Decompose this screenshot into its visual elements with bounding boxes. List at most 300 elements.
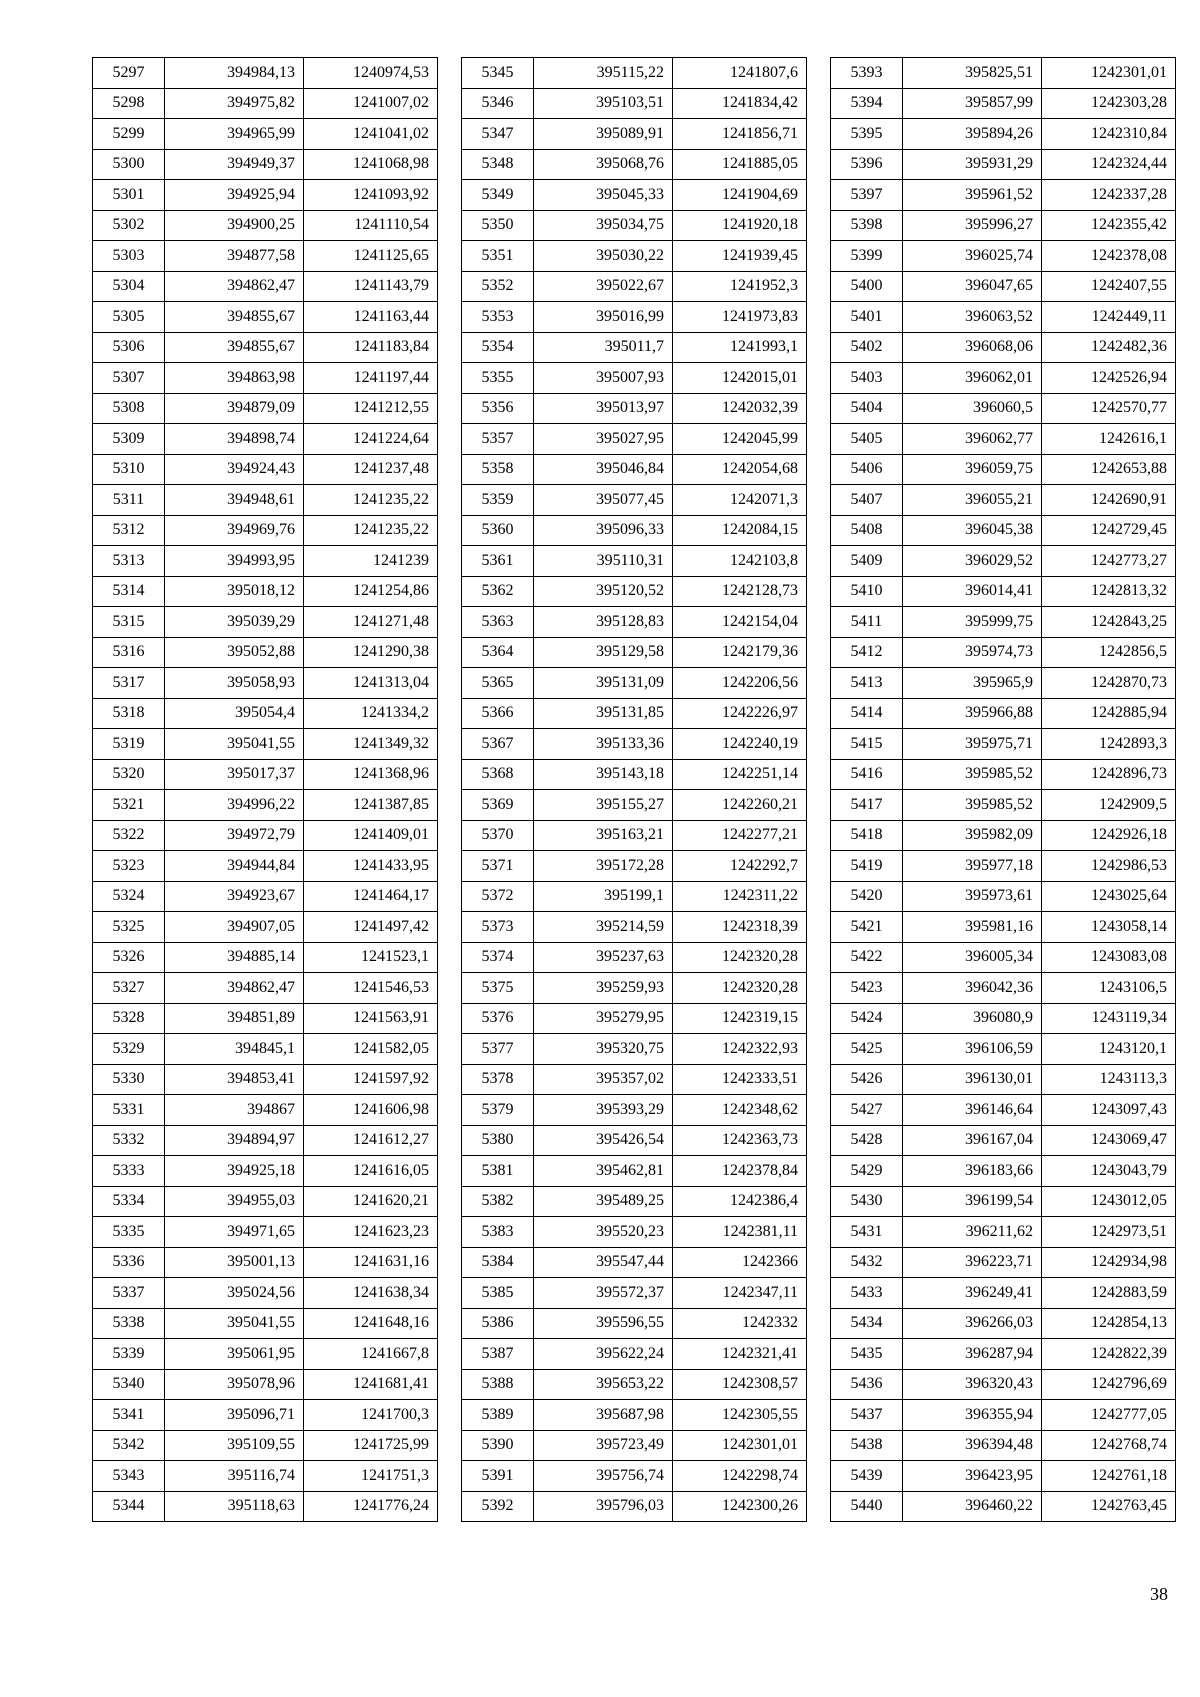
table-row <box>831 515 1176 546</box>
point-number-cell: 5370 <box>462 820 534 851</box>
point-number-cell: 5334 <box>93 1186 165 1217</box>
y-coordinate-cell: 1241939,45 <box>673 241 807 272</box>
y-coordinate-cell: 1242822,39 <box>1042 1339 1176 1370</box>
y-coordinate-cell: 1241993,1 <box>673 332 807 363</box>
y-coordinate-cell: 1242305,55 <box>673 1400 807 1431</box>
y-coordinate-cell: 1242128,73 <box>673 576 807 607</box>
table-row <box>93 546 438 577</box>
point-number-cell: 5398 <box>831 210 903 241</box>
x-coordinate-cell: 396266,03 <box>903 1308 1042 1339</box>
table-row <box>93 1430 438 1461</box>
point-number-cell: 5415 <box>831 729 903 760</box>
x-coordinate-cell: 395393,29 <box>534 1095 673 1126</box>
point-number-cell: 5337 <box>93 1278 165 1309</box>
y-coordinate-cell: 1242407,55 <box>1042 271 1176 302</box>
y-coordinate-cell: 1242378,84 <box>673 1156 807 1187</box>
point-number-cell: 5371 <box>462 851 534 882</box>
x-coordinate-cell: 395974,73 <box>903 637 1042 668</box>
x-coordinate-cell: 395131,09 <box>534 668 673 699</box>
table-row <box>93 1461 438 1492</box>
y-coordinate-cell: 1242154,04 <box>673 607 807 638</box>
y-coordinate-cell: 1242032,39 <box>673 393 807 424</box>
point-number-cell: 5379 <box>462 1095 534 1126</box>
point-number-cell: 5376 <box>462 1003 534 1034</box>
x-coordinate-cell: 395116,74 <box>165 1461 304 1492</box>
table-row <box>462 729 807 760</box>
table-row <box>93 698 438 729</box>
x-coordinate-cell: 395857,99 <box>903 88 1042 119</box>
table-row <box>93 1156 438 1187</box>
table-row <box>831 393 1176 424</box>
y-coordinate-cell: 1243119,34 <box>1042 1003 1176 1034</box>
x-coordinate-cell: 394863,98 <box>165 363 304 394</box>
y-coordinate-cell: 1241163,44 <box>304 302 438 333</box>
y-coordinate-cell: 1242300,26 <box>673 1491 807 1522</box>
table-row <box>93 515 438 546</box>
table-row <box>462 1308 807 1339</box>
y-coordinate-cell: 1242260,21 <box>673 790 807 821</box>
x-coordinate-cell: 395965,9 <box>903 668 1042 699</box>
y-coordinate-cell: 1241409,01 <box>304 820 438 851</box>
x-coordinate-cell: 394996,22 <box>165 790 304 821</box>
table-row <box>93 302 438 333</box>
x-coordinate-cell: 395961,52 <box>903 180 1042 211</box>
table-row <box>462 790 807 821</box>
x-coordinate-cell: 395796,03 <box>534 1491 673 1522</box>
y-coordinate-cell: 1242179,36 <box>673 637 807 668</box>
table-row <box>462 271 807 302</box>
point-number-cell: 5431 <box>831 1217 903 1248</box>
point-number-cell: 5419 <box>831 851 903 882</box>
y-coordinate-cell: 1241183,84 <box>304 332 438 363</box>
table-row <box>93 942 438 973</box>
x-coordinate-cell: 396025,74 <box>903 241 1042 272</box>
point-number-cell: 5368 <box>462 759 534 790</box>
y-coordinate-cell: 1241620,21 <box>304 1186 438 1217</box>
point-number-cell: 5297 <box>93 58 165 89</box>
y-coordinate-cell: 1242870,73 <box>1042 668 1176 699</box>
point-number-cell: 5303 <box>93 241 165 272</box>
y-coordinate-cell: 1241387,85 <box>304 790 438 821</box>
point-number-cell: 5428 <box>831 1125 903 1156</box>
x-coordinate-cell: 395115,22 <box>534 58 673 89</box>
x-coordinate-cell: 394972,79 <box>165 820 304 851</box>
x-coordinate-cell: 394894,97 <box>165 1125 304 1156</box>
point-number-cell: 5350 <box>462 210 534 241</box>
point-number-cell: 5427 <box>831 1095 903 1126</box>
table-row <box>831 851 1176 882</box>
point-number-cell: 5306 <box>93 332 165 363</box>
table-row <box>93 1400 438 1431</box>
point-number-cell: 5420 <box>831 881 903 912</box>
table-row <box>93 332 438 363</box>
x-coordinate-cell: 395118,63 <box>165 1491 304 1522</box>
y-coordinate-cell: 1242318,39 <box>673 912 807 943</box>
coordinate-table-3 <box>830 57 1176 1522</box>
table-row <box>831 271 1176 302</box>
x-coordinate-cell: 395068,76 <box>534 149 673 180</box>
table-row <box>93 1064 438 1095</box>
y-coordinate-cell: 1241464,17 <box>304 881 438 912</box>
point-number-cell: 5372 <box>462 881 534 912</box>
y-coordinate-cell: 1242909,5 <box>1042 790 1176 821</box>
table-row <box>831 607 1176 638</box>
y-coordinate-cell: 1242332 <box>673 1308 807 1339</box>
table-row <box>93 1491 438 1522</box>
y-coordinate-cell: 1242653,88 <box>1042 454 1176 485</box>
table-row <box>462 1400 807 1431</box>
x-coordinate-cell: 395687,98 <box>534 1400 673 1431</box>
point-number-cell: 5386 <box>462 1308 534 1339</box>
table-row <box>462 1064 807 1095</box>
point-number-cell: 5323 <box>93 851 165 882</box>
table-row <box>462 1278 807 1309</box>
table-row <box>462 210 807 241</box>
x-coordinate-cell: 396223,71 <box>903 1247 1042 1278</box>
y-coordinate-cell: 1241290,38 <box>304 637 438 668</box>
x-coordinate-cell: 395320,75 <box>534 1034 673 1065</box>
x-coordinate-cell: 395001,13 <box>165 1247 304 1278</box>
y-coordinate-cell: 1242103,8 <box>673 546 807 577</box>
y-coordinate-cell: 1242347,11 <box>673 1278 807 1309</box>
table-row <box>462 119 807 150</box>
table-row <box>831 485 1176 516</box>
table-row <box>93 58 438 89</box>
point-number-cell: 5329 <box>93 1034 165 1065</box>
point-number-cell: 5364 <box>462 637 534 668</box>
table-row <box>93 1095 438 1126</box>
x-coordinate-cell: 395096,71 <box>165 1400 304 1431</box>
y-coordinate-cell: 1242045,99 <box>673 424 807 455</box>
table-row <box>831 1095 1176 1126</box>
y-coordinate-cell: 1241973,83 <box>673 302 807 333</box>
x-coordinate-cell: 394845,1 <box>165 1034 304 1065</box>
point-number-cell: 5373 <box>462 912 534 943</box>
table-row <box>831 1339 1176 1370</box>
x-coordinate-cell: 395981,16 <box>903 912 1042 943</box>
table-row <box>462 881 807 912</box>
point-number-cell: 5341 <box>93 1400 165 1431</box>
point-number-cell: 5367 <box>462 729 534 760</box>
y-coordinate-cell: 1242301,01 <box>673 1430 807 1461</box>
x-coordinate-cell: 396320,43 <box>903 1369 1042 1400</box>
x-coordinate-cell: 396047,65 <box>903 271 1042 302</box>
x-coordinate-cell: 394923,67 <box>165 881 304 912</box>
y-coordinate-cell: 1242896,73 <box>1042 759 1176 790</box>
y-coordinate-cell: 1242893,3 <box>1042 729 1176 760</box>
point-number-cell: 5439 <box>831 1461 903 1492</box>
table-row <box>831 210 1176 241</box>
y-coordinate-cell: 1242303,28 <box>1042 88 1176 119</box>
point-number-cell: 5369 <box>462 790 534 821</box>
point-number-cell: 5310 <box>93 454 165 485</box>
point-number-cell: 5342 <box>93 1430 165 1461</box>
point-number-cell: 5362 <box>462 576 534 607</box>
point-number-cell: 5344 <box>93 1491 165 1522</box>
y-coordinate-cell: 1243083,08 <box>1042 942 1176 973</box>
x-coordinate-cell: 396068,06 <box>903 332 1042 363</box>
point-number-cell: 5434 <box>831 1308 903 1339</box>
point-number-cell: 5309 <box>93 424 165 455</box>
table-row <box>462 1186 807 1217</box>
x-coordinate-cell: 395089,91 <box>534 119 673 150</box>
y-coordinate-cell: 1241623,23 <box>304 1217 438 1248</box>
point-number-cell: 5400 <box>831 271 903 302</box>
y-coordinate-cell: 1241041,02 <box>304 119 438 150</box>
table-row <box>831 1125 1176 1156</box>
point-number-cell: 5348 <box>462 149 534 180</box>
table-row <box>831 698 1176 729</box>
table-row <box>831 119 1176 150</box>
table-row <box>831 1491 1176 1522</box>
y-coordinate-cell: 1242381,11 <box>673 1217 807 1248</box>
x-coordinate-cell: 395054,4 <box>165 698 304 729</box>
table-row <box>831 942 1176 973</box>
y-coordinate-cell: 1241523,1 <box>304 942 438 973</box>
point-number-cell: 5361 <box>462 546 534 577</box>
x-coordinate-cell: 394862,47 <box>165 973 304 1004</box>
point-number-cell: 5393 <box>831 58 903 89</box>
table-row <box>831 1217 1176 1248</box>
point-number-cell: 5394 <box>831 88 903 119</box>
y-coordinate-cell: 1241952,3 <box>673 271 807 302</box>
table-row <box>462 1369 807 1400</box>
table-row <box>93 1034 438 1065</box>
y-coordinate-cell: 1241776,24 <box>304 1491 438 1522</box>
x-coordinate-cell: 396211,62 <box>903 1217 1042 1248</box>
x-coordinate-cell: 394925,18 <box>165 1156 304 1187</box>
y-coordinate-cell: 1243097,43 <box>1042 1095 1176 1126</box>
table-row <box>93 88 438 119</box>
point-number-cell: 5374 <box>462 942 534 973</box>
x-coordinate-cell: 395024,56 <box>165 1278 304 1309</box>
x-coordinate-cell: 394924,43 <box>165 454 304 485</box>
table-row <box>93 881 438 912</box>
point-number-cell: 5437 <box>831 1400 903 1431</box>
point-number-cell: 5300 <box>93 149 165 180</box>
point-number-cell: 5365 <box>462 668 534 699</box>
table-row <box>831 576 1176 607</box>
x-coordinate-cell: 394877,58 <box>165 241 304 272</box>
y-coordinate-cell: 1242355,42 <box>1042 210 1176 241</box>
y-coordinate-cell: 1242320,28 <box>673 942 807 973</box>
x-coordinate-cell: 396014,41 <box>903 576 1042 607</box>
x-coordinate-cell: 394900,25 <box>165 210 304 241</box>
x-coordinate-cell: 394975,82 <box>165 88 304 119</box>
x-coordinate-cell: 396249,41 <box>903 1278 1042 1309</box>
x-coordinate-cell: 396062,01 <box>903 363 1042 394</box>
table-row <box>831 1003 1176 1034</box>
table-row <box>93 576 438 607</box>
table-row <box>462 1461 807 1492</box>
table-row <box>93 637 438 668</box>
table-row <box>93 1308 438 1339</box>
table-row <box>93 119 438 150</box>
x-coordinate-cell: 396460,22 <box>903 1491 1042 1522</box>
y-coordinate-cell: 1241648,16 <box>304 1308 438 1339</box>
point-number-cell: 5315 <box>93 607 165 638</box>
table-row <box>831 149 1176 180</box>
point-number-cell: 5353 <box>462 302 534 333</box>
table-row <box>462 576 807 607</box>
y-coordinate-cell: 1241334,2 <box>304 698 438 729</box>
point-number-cell: 5410 <box>831 576 903 607</box>
x-coordinate-cell: 395011,7 <box>534 332 673 363</box>
y-coordinate-cell: 1242337,28 <box>1042 180 1176 211</box>
point-number-cell: 5332 <box>93 1125 165 1156</box>
y-coordinate-cell: 1242319,15 <box>673 1003 807 1034</box>
y-coordinate-cell: 1242277,21 <box>673 820 807 851</box>
table-row <box>462 698 807 729</box>
point-number-cell: 5416 <box>831 759 903 790</box>
x-coordinate-cell: 395096,33 <box>534 515 673 546</box>
x-coordinate-cell: 395723,49 <box>534 1430 673 1461</box>
table-row <box>831 820 1176 851</box>
point-number-cell: 5302 <box>93 210 165 241</box>
x-coordinate-cell: 395462,81 <box>534 1156 673 1187</box>
y-coordinate-cell: 1241631,16 <box>304 1247 438 1278</box>
table-row <box>831 668 1176 699</box>
point-number-cell: 5360 <box>462 515 534 546</box>
point-number-cell: 5308 <box>93 393 165 424</box>
point-number-cell: 5366 <box>462 698 534 729</box>
table-row <box>831 1064 1176 1095</box>
point-number-cell: 5424 <box>831 1003 903 1034</box>
y-coordinate-cell: 1241681,41 <box>304 1369 438 1400</box>
table-row <box>831 759 1176 790</box>
point-number-cell: 5305 <box>93 302 165 333</box>
y-coordinate-cell: 1241597,92 <box>304 1064 438 1095</box>
point-number-cell: 5359 <box>462 485 534 516</box>
table-row <box>462 1339 807 1370</box>
y-coordinate-cell: 1242616,1 <box>1042 424 1176 455</box>
x-coordinate-cell: 396029,52 <box>903 546 1042 577</box>
point-number-cell: 5429 <box>831 1156 903 1187</box>
x-coordinate-cell: 395039,29 <box>165 607 304 638</box>
x-coordinate-cell: 396005,34 <box>903 942 1042 973</box>
x-coordinate-cell: 395016,99 <box>534 302 673 333</box>
y-coordinate-cell: 1242071,3 <box>673 485 807 516</box>
table-row <box>831 1247 1176 1278</box>
table-row <box>831 241 1176 272</box>
y-coordinate-cell: 1242854,13 <box>1042 1308 1176 1339</box>
point-number-cell: 5403 <box>831 363 903 394</box>
point-number-cell: 5378 <box>462 1064 534 1095</box>
point-number-cell: 5358 <box>462 454 534 485</box>
point-number-cell: 5325 <box>93 912 165 943</box>
y-coordinate-cell: 1242843,25 <box>1042 607 1176 638</box>
table-row <box>462 546 807 577</box>
point-number-cell: 5432 <box>831 1247 903 1278</box>
point-number-cell: 5318 <box>93 698 165 729</box>
point-number-cell: 5352 <box>462 271 534 302</box>
point-number-cell: 5389 <box>462 1400 534 1431</box>
x-coordinate-cell: 394855,67 <box>165 302 304 333</box>
table-row <box>831 912 1176 943</box>
table-row <box>831 332 1176 363</box>
point-number-cell: 5402 <box>831 332 903 363</box>
x-coordinate-cell: 395034,75 <box>534 210 673 241</box>
x-coordinate-cell: 395045,33 <box>534 180 673 211</box>
x-coordinate-cell: 394984,13 <box>165 58 304 89</box>
point-number-cell: 5411 <box>831 607 903 638</box>
table-row <box>462 637 807 668</box>
point-number-cell: 5335 <box>93 1217 165 1248</box>
y-coordinate-cell: 1242729,45 <box>1042 515 1176 546</box>
y-coordinate-cell: 1241497,42 <box>304 912 438 943</box>
y-coordinate-cell: 1242570,77 <box>1042 393 1176 424</box>
table-row <box>93 210 438 241</box>
point-number-cell: 5433 <box>831 1278 903 1309</box>
x-coordinate-cell: 395985,52 <box>903 790 1042 821</box>
point-number-cell: 5405 <box>831 424 903 455</box>
table-row <box>831 729 1176 760</box>
y-coordinate-cell: 1241616,05 <box>304 1156 438 1187</box>
x-coordinate-cell: 396080,9 <box>903 1003 1042 1034</box>
table-row <box>93 851 438 882</box>
point-number-cell: 5336 <box>93 1247 165 1278</box>
point-number-cell: 5377 <box>462 1034 534 1065</box>
y-coordinate-cell: 1243113,3 <box>1042 1064 1176 1095</box>
x-coordinate-cell: 395109,55 <box>165 1430 304 1461</box>
x-coordinate-cell: 394925,94 <box>165 180 304 211</box>
point-number-cell: 5391 <box>462 1461 534 1492</box>
table-row <box>462 607 807 638</box>
table-row <box>93 820 438 851</box>
point-number-cell: 5396 <box>831 149 903 180</box>
x-coordinate-cell: 394993,95 <box>165 546 304 577</box>
x-coordinate-cell: 396183,66 <box>903 1156 1042 1187</box>
x-coordinate-cell: 395279,95 <box>534 1003 673 1034</box>
y-coordinate-cell: 1241093,92 <box>304 180 438 211</box>
point-number-cell: 5314 <box>93 576 165 607</box>
x-coordinate-cell: 394851,89 <box>165 1003 304 1034</box>
table-row <box>93 790 438 821</box>
x-coordinate-cell: 395977,18 <box>903 851 1042 882</box>
table-row <box>93 454 438 485</box>
point-number-cell: 5384 <box>462 1247 534 1278</box>
y-coordinate-cell: 1241212,55 <box>304 393 438 424</box>
y-coordinate-cell: 1242298,74 <box>673 1461 807 1492</box>
coordinate-table-2 <box>461 57 807 1522</box>
point-number-cell: 5436 <box>831 1369 903 1400</box>
y-coordinate-cell: 1242761,18 <box>1042 1461 1176 1492</box>
x-coordinate-cell: 395078,96 <box>165 1369 304 1400</box>
y-coordinate-cell: 1242015,01 <box>673 363 807 394</box>
table-row <box>831 1461 1176 1492</box>
table-row <box>462 58 807 89</box>
table-row <box>831 1308 1176 1339</box>
y-coordinate-cell: 1241885,05 <box>673 149 807 180</box>
point-number-cell: 5326 <box>93 942 165 973</box>
x-coordinate-cell: 396167,04 <box>903 1125 1042 1156</box>
x-coordinate-cell: 394944,84 <box>165 851 304 882</box>
x-coordinate-cell: 395052,88 <box>165 637 304 668</box>
x-coordinate-cell: 396146,64 <box>903 1095 1042 1126</box>
y-coordinate-cell: 1241197,44 <box>304 363 438 394</box>
point-number-cell: 5333 <box>93 1156 165 1187</box>
point-number-cell: 5311 <box>93 485 165 516</box>
y-coordinate-cell: 1241271,48 <box>304 607 438 638</box>
table-row <box>462 1156 807 1187</box>
x-coordinate-cell: 395129,58 <box>534 637 673 668</box>
y-coordinate-cell: 1242934,98 <box>1042 1247 1176 1278</box>
point-number-cell: 5382 <box>462 1186 534 1217</box>
y-coordinate-cell: 1242768,74 <box>1042 1430 1176 1461</box>
table-row <box>462 363 807 394</box>
y-coordinate-cell: 1241125,65 <box>304 241 438 272</box>
y-coordinate-cell: 1242386,4 <box>673 1186 807 1217</box>
